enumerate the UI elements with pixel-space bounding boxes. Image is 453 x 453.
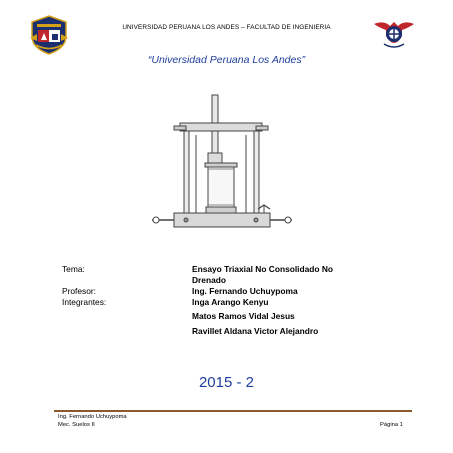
university-logo bbox=[28, 14, 70, 56]
engineering-faculty-logo bbox=[372, 18, 416, 52]
footer-course: Mec. Suelos II bbox=[58, 422, 95, 428]
profesor-label: Profesor: bbox=[62, 286, 96, 296]
footer-author: Ing. Fernando Uchuypoma bbox=[58, 414, 127, 420]
profesor-value: Ing. Fernando Uchuypoma bbox=[192, 286, 298, 296]
integrante-item: Ravillet Aldana Victor Alejandro bbox=[192, 326, 319, 336]
year: 2015 - 2 bbox=[198, 374, 255, 391]
tema-label: Tema: bbox=[62, 264, 85, 274]
integrante-item: Matos Ramos Vidal Jesus bbox=[192, 311, 295, 321]
footer-page-number: Página 1 bbox=[380, 422, 403, 428]
tema-value-line2: Drenado bbox=[192, 275, 226, 285]
integrantes-label: Integrantes: bbox=[62, 297, 107, 307]
footer-divider bbox=[54, 410, 412, 412]
subtitle: “Universidad Peruana Los Andes” bbox=[147, 54, 306, 66]
triaxial-cell-diagram bbox=[148, 93, 294, 243]
integrante-item: Inga Arango Kenyu bbox=[192, 297, 269, 307]
header-title: UNIVERSIDAD PERUANA LOS ANDES – FACULTAD DE INGENIERIA bbox=[122, 24, 331, 31]
tema-value-line1: Ensayo Triaxial No Consolidado No bbox=[192, 264, 334, 274]
